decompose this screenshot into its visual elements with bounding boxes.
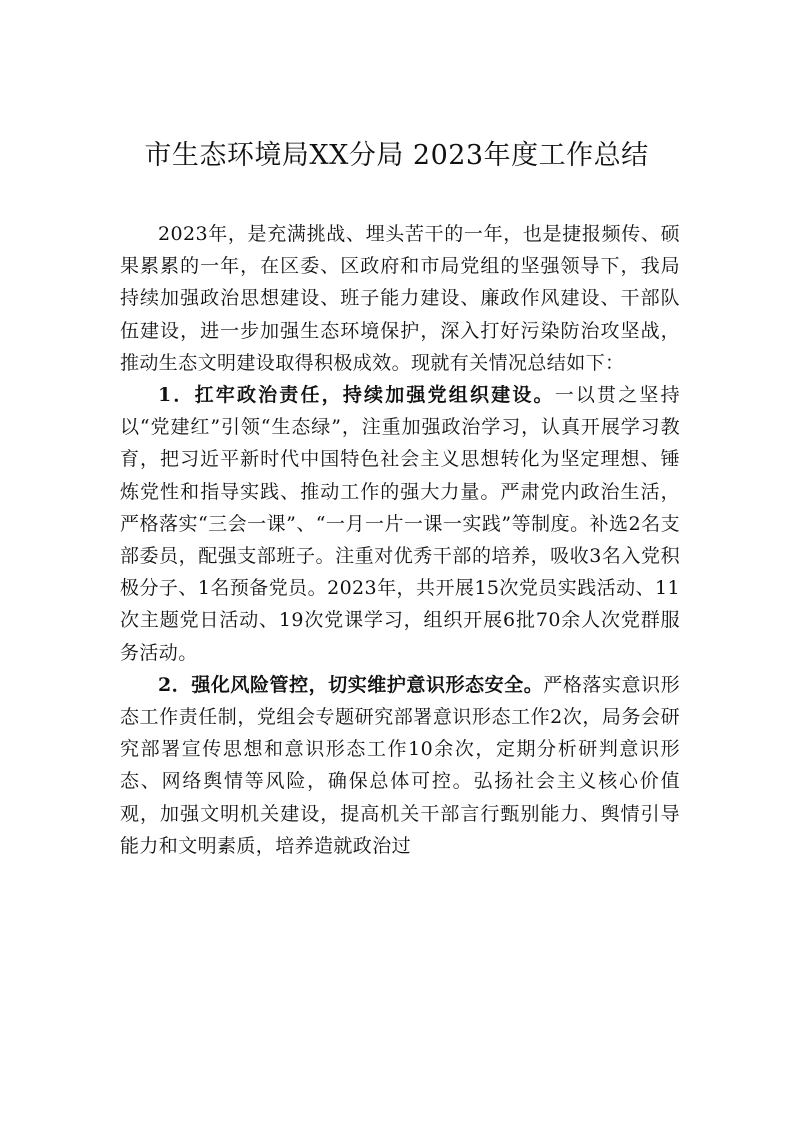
section-heading-2: 2．强化风险管控，切实维护意识形态安全。 — [158, 673, 544, 696]
section-heading-1: 1．扛牢政治责任，持续加强党组织建设。 — [158, 384, 555, 407]
document-body — [120, 218, 680, 862]
section-text-2: 严格落实意识形态工作责任制，党组会专题研究部署意识形态工作2次，局务会研究部署宣传思想和意识形态工作10余次，定期分析研判意识形态、网络舆情等风险，确保总体可控。弘扬社会主义核心价值观，加强文明机关建设，提高机关干部言行甄别能力、舆情引导能力和文明素质，培养造就政治过 — [120, 673, 680, 857]
section-paragraph-2 — [120, 669, 680, 862]
section-text-1: 一以贯之坚持以“党建红”引领“生态绿”，注重加强政治学习，认真开展学习教育，把习近平新时代中国特色社会主义思想转化为坚定理想、锤炼党性和指导实践、推动工作的强大力量。严肃党内政治生活，严格落实“三会一课”、“一月一片一课一实践”等制度。补选2名支部委员，配强支部班子。注重对优秀干部的培养，吸收3名入党积极分子、1名预备党员。2023年，共开展15次党员实践活动、11次主题党日活动、19次党课学习，组织开展6批70余人次党群服务活动。 — [120, 384, 680, 664]
document-title: 市生态环境局XX分局 2023年度工作总结 — [144, 140, 649, 171]
intro-paragraph: 2023年，是充满挑战、埋头苦干的一年，也是捷报频传、硕果累累的一年，在区委、区政府和市局党组的坚强领导下，我局持续加强政治思想建设、班子能力建设、廉政作风建设、干部队伍建设，进一步加强生态环境保护，深入打好污染防治攻坚战，推动生态文明建设取得积极成效。现就有关情况总结如下： — [120, 223, 680, 374]
section-paragraph-1 — [120, 379, 680, 669]
